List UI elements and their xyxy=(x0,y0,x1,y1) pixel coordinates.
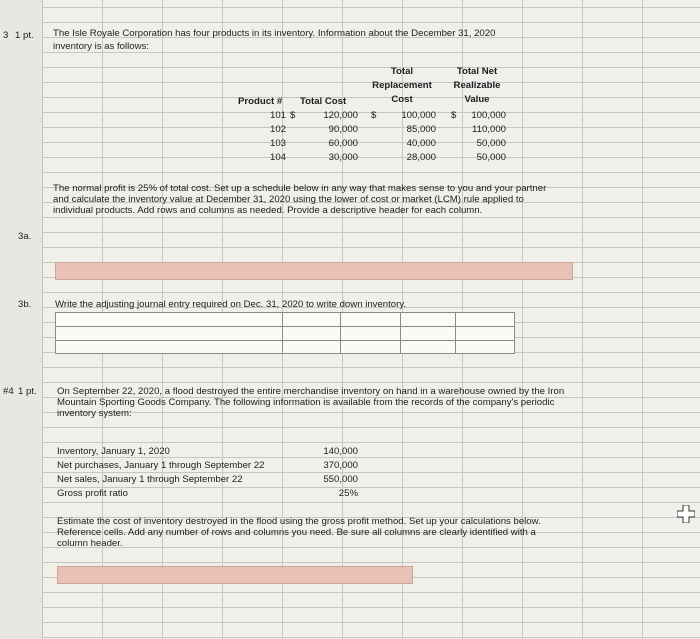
row-104-nrv: 50,000 xyxy=(476,152,506,163)
je-col-line xyxy=(282,312,283,354)
je-row-line xyxy=(55,326,515,327)
row-label-column xyxy=(0,0,43,639)
header-replacement-l2: Replacement xyxy=(372,80,432,91)
q3b-instructions: Write the adjusting journal entry required on Dec. 31, 2020 to write down inventory. xyxy=(55,299,407,310)
q4-item-label: Gross profit ratio xyxy=(57,488,128,499)
header-nrv-l1: Total Net xyxy=(456,66,498,77)
q4-item-value: 370,000 xyxy=(323,460,358,471)
header-replacement-l3: Cost xyxy=(391,94,413,105)
q3b-label: 3b. xyxy=(18,299,32,310)
row-103-product: 103 xyxy=(269,138,286,149)
row-104-replacement: 28,000 xyxy=(406,152,436,163)
row-101-nrv: 100,000 xyxy=(471,110,506,121)
row-101-product: 101 xyxy=(269,110,286,121)
q4-points: 1 pt. xyxy=(18,386,37,397)
q3-number: 3 xyxy=(3,30,9,41)
q3a-label: 3a. xyxy=(18,231,32,242)
q4-item-label: Net purchases, January 1 through September 22 xyxy=(57,460,265,471)
row-101-cost-currency: $ xyxy=(290,110,296,121)
row-102-replacement: 85,000 xyxy=(406,124,436,135)
q4-number: #4 xyxy=(3,386,14,397)
je-row-line xyxy=(55,353,515,354)
answer-band-3a[interactable] xyxy=(55,262,573,280)
q3-intro-line1: The Isle Royale Corporation has four products in its inventory. Information about the December 31, 2020 xyxy=(53,28,496,39)
q4-item-label: Net sales, January 1 through September 22 xyxy=(57,474,243,485)
je-row-line xyxy=(55,312,515,313)
q3-intro-line2: inventory is as follows: xyxy=(53,41,149,52)
q4-intro: On September 22, 2020, a flood destroyed the entire merchandise inventory on hand in a warehouse owned by the Iron Mountain Sporting Goods Company. The following information is available from the records of the company's periodic inventory system: xyxy=(57,386,565,419)
q3a-instructions: The normal profit is 25% of total cost. Set up a schedule below in any way that makes sense to you and your partner and calculate the inventory value at December 31, 2020 using the lower of cost or market (LCM) rule applied to individual products. Add rows and columns as needed. Provide a descriptive header for each column. xyxy=(53,183,547,216)
row-102-cost: 90,000 xyxy=(328,124,358,135)
row-104-product: 104 xyxy=(269,152,286,163)
row-101-cost: 120,000 xyxy=(323,110,358,121)
row-102-nrv: 110,000 xyxy=(472,124,506,135)
q4-item-value: 25% xyxy=(338,488,358,499)
q4-item-label: Inventory, January 1, 2020 xyxy=(57,446,170,457)
row-101-replacement-currency: $ xyxy=(371,110,377,121)
header-total-cost: Total Cost xyxy=(300,96,347,107)
q4-item-value: 140,000 xyxy=(323,446,358,457)
row-102-product: 102 xyxy=(269,124,286,135)
je-col-line xyxy=(514,312,515,354)
je-col-line xyxy=(455,312,456,354)
cell-cross-cursor-icon xyxy=(677,505,695,523)
row-101-nrv-currency: $ xyxy=(451,110,457,121)
answer-band-4[interactable] xyxy=(57,566,413,584)
row-103-cost: 60,000 xyxy=(328,138,358,149)
header-nrv-l3: Value xyxy=(464,94,490,105)
je-col-line xyxy=(400,312,401,354)
header-product: Product # xyxy=(238,96,283,107)
row-103-nrv: 50,000 xyxy=(476,138,506,149)
q3-points: 1 pt. xyxy=(15,30,34,41)
q4-item-value: 550,000 xyxy=(323,474,358,485)
je-col-line xyxy=(340,312,341,354)
q4-instructions: Estimate the cost of inventory destroyed in the flood using the gross profit method. Set up your calculations below. Reference cells. Add any number of rows and columns you need. Be sure all columns are clearly identified with a column header. xyxy=(57,516,541,549)
row-101-replacement: 100,000 xyxy=(401,110,436,121)
je-col-line xyxy=(55,312,56,354)
header-replacement-l1: Total xyxy=(390,66,414,77)
header-nrv-l2: Realizable xyxy=(453,80,501,91)
je-row-line xyxy=(55,340,515,341)
row-104-cost: 30,000 xyxy=(328,152,358,163)
journal-entry-table[interactable] xyxy=(55,312,515,354)
row-103-replacement: 40,000 xyxy=(406,138,436,149)
